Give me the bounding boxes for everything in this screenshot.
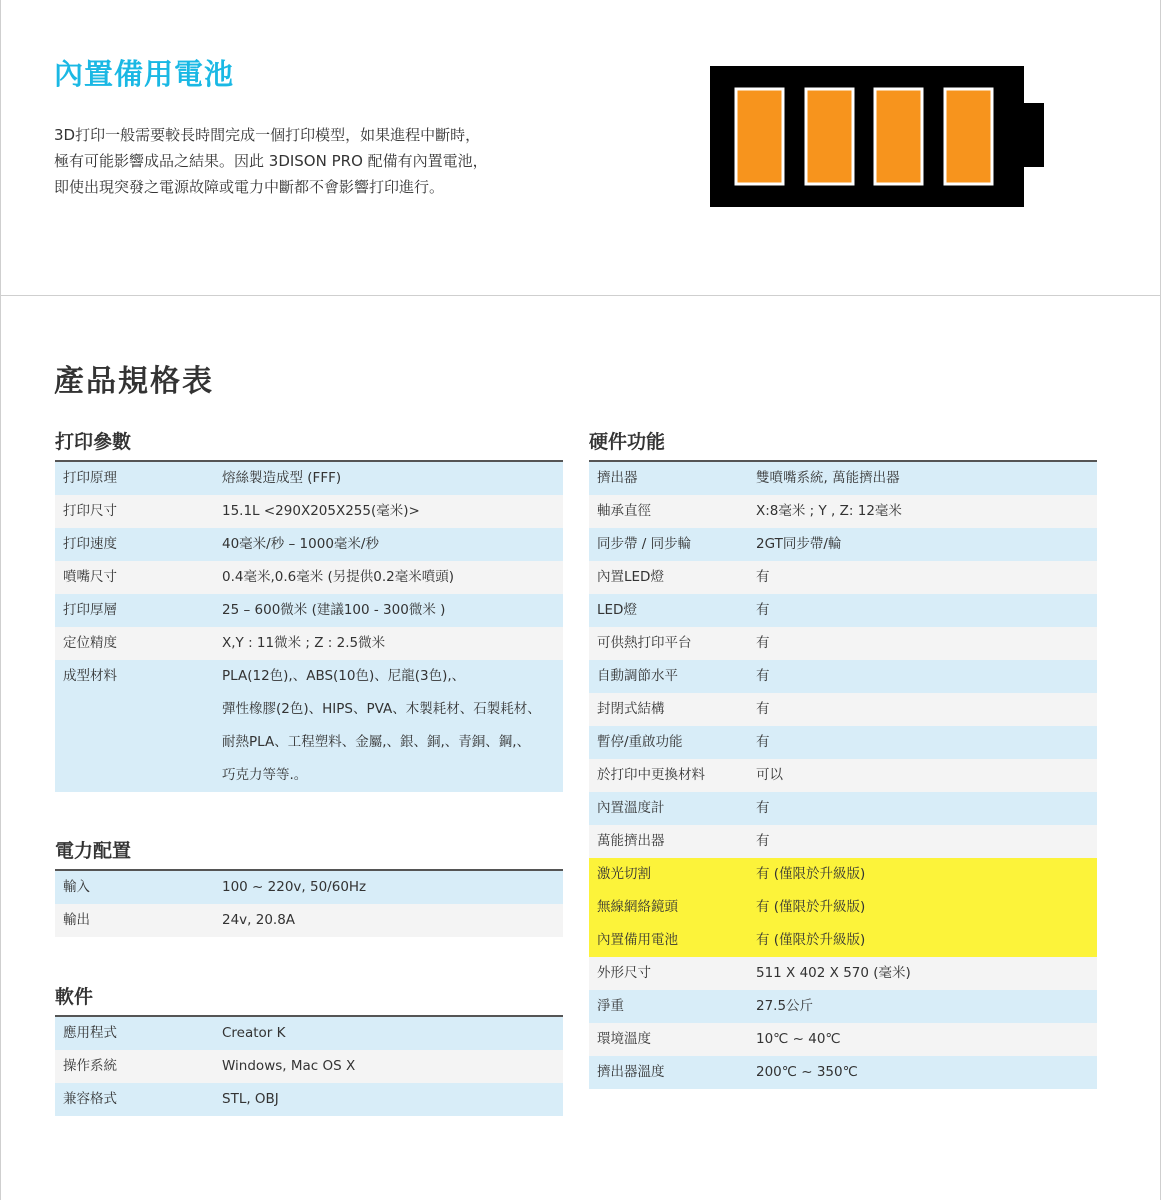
software-table [55, 979, 563, 1116]
row-label: 應用程式 [63, 1025, 117, 1041]
row-value: 24v, 20.8A [222, 912, 296, 928]
row-value: 27.5公斤 [756, 998, 814, 1014]
table-row [55, 904, 563, 937]
table-row [589, 957, 1097, 990]
row-label: 同步帶 / 同步輪 [597, 536, 692, 552]
spec-title: 產品規格表 [54, 364, 214, 399]
row-value: 有 (僅限於升級版) [756, 866, 866, 882]
table-row [589, 1056, 1097, 1089]
table-row [589, 891, 1097, 924]
spec-right-column [589, 424, 1097, 1089]
table-row [55, 561, 563, 594]
row-value: 有 [756, 569, 770, 585]
row-label: 封閉式結構 [597, 701, 665, 717]
table-row [589, 792, 1097, 825]
material-line: PLA(12色),、ABS(10色)、尼龍(3色),、 [222, 668, 466, 684]
row-label: 軸承直徑 [597, 503, 651, 519]
row-value: 40毫米/秒 – 1000毫米/秒 [222, 536, 379, 552]
row-value: 10℃ ~ 40℃ [756, 1031, 841, 1047]
battery-desc-line: 3D打印一般需要較長時間完成一個打印模型，如果進程中斷時， [54, 126, 481, 144]
table-row [589, 924, 1097, 957]
row-label: LED燈 [597, 602, 637, 618]
row-value: 25 – 600微米 (建議100 - 300微米 ) [222, 602, 446, 618]
row-label: 輸入 [63, 879, 90, 895]
table-row [589, 594, 1097, 627]
row-label: 可供熱打印平台 [597, 635, 692, 651]
row-value: 有 [756, 734, 770, 750]
table-row [589, 726, 1097, 759]
battery-icon [710, 66, 1046, 211]
power-table [55, 833, 563, 937]
hardware-table [589, 424, 1097, 1089]
table-row [55, 594, 563, 627]
row-label: 打印厚層 [63, 602, 117, 618]
row-label: 成型材料 [63, 668, 117, 684]
row-label: 無線網絡鏡頭 [597, 899, 678, 915]
table-row [589, 660, 1097, 693]
battery-description [54, 122, 594, 200]
row-value: 可以 [756, 767, 783, 783]
row-value: 有 [756, 800, 770, 816]
row-value: X:8毫米 ; Y , Z: 12毫米 [756, 503, 902, 519]
row-value: 200℃ ~ 350℃ [756, 1064, 858, 1080]
row-value: 有 [756, 635, 770, 651]
table-row [589, 627, 1097, 660]
table-row [589, 759, 1097, 792]
table-row [55, 1083, 563, 1116]
row-label: 自動調節水平 [597, 668, 678, 684]
row-value: STL, OBJ [222, 1091, 279, 1107]
table-row [589, 858, 1097, 891]
row-label: 激光切割 [597, 866, 651, 882]
table-row [55, 1050, 563, 1083]
row-value: Windows, Mac OS X [222, 1058, 356, 1074]
row-value [222, 660, 563, 792]
row-value: 100 ~ 220v, 50/60Hz [222, 879, 367, 895]
row-value: 511 X 402 X 570 (毫米) [756, 965, 911, 981]
table-row [589, 528, 1097, 561]
row-label: 內置LED燈 [597, 569, 664, 585]
print-params-table [55, 424, 563, 792]
table-row [55, 495, 563, 528]
row-label: 定位精度 [63, 635, 117, 651]
row-value: 有 [756, 602, 770, 618]
row-value: 15.1L <290X205X255(毫米)> [222, 503, 420, 519]
row-value: 有 (僅限於升級版) [756, 932, 866, 948]
material-line: 耐熱PLA、工程塑料、金屬,、銀、銅,、青銅、鋼,、 [222, 734, 531, 750]
battery-desc-line: 即使出現突發之電源故障或電力中斷都不會影響打印進行。 [54, 178, 445, 196]
row-value: X,Y : 11微米 ; Z : 2.5微米 [222, 635, 386, 651]
row-label: 輸出 [63, 912, 90, 928]
row-value: 0.4毫米,0.6毫米 (另提供0.2毫米噴頭) [222, 569, 455, 585]
battery-title: 內置備用電池 [54, 57, 235, 91]
battery-desc-line: 極有可能影響成品之結果。因此 3DISON PRO 配備有內置電池， [54, 152, 488, 170]
print-params-heading: 打印參數 [55, 424, 563, 462]
row-value: 有 [756, 833, 770, 849]
table-row [55, 528, 563, 561]
row-label: 於打印中更換材料 [597, 767, 705, 783]
row-label: 噴嘴尺寸 [63, 569, 117, 585]
material-line: 彈性橡膠(2色)、HIPS、PVA、木製耗材、石製耗材、 [222, 701, 541, 717]
row-label: 打印速度 [63, 536, 117, 552]
row-value: 2GT同步帶/輪 [756, 536, 842, 552]
software-heading: 軟件 [55, 979, 563, 1017]
row-label: 內置溫度計 [597, 800, 665, 816]
row-label: 環境溫度 [597, 1031, 651, 1047]
row-label: 外形尺寸 [597, 965, 651, 981]
power-heading: 電力配置 [55, 833, 563, 871]
material-line: 巧克力等等.。 [222, 767, 308, 783]
row-label: 萬能擠出器 [597, 833, 665, 849]
row-label: 兼容格式 [63, 1091, 117, 1107]
spec-left-column [55, 424, 563, 1116]
row-label: 內置備用電池 [597, 932, 678, 948]
table-row [589, 561, 1097, 594]
row-label: 操作系統 [63, 1058, 117, 1074]
row-value: Creator K [222, 1025, 286, 1041]
row-label: 打印原理 [63, 470, 117, 486]
table-row [589, 693, 1097, 726]
row-value: 有 [756, 668, 770, 684]
table-row [589, 462, 1097, 495]
row-value: 有 (僅限於升級版) [756, 899, 866, 915]
row-value: 熔絲製造成型 (FFF) [222, 470, 342, 486]
row-label: 打印尺寸 [63, 503, 117, 519]
row-label: 擠出器 [597, 470, 638, 486]
table-row [589, 990, 1097, 1023]
table-row [55, 871, 563, 904]
row-label: 淨重 [597, 998, 624, 1014]
row-value: 雙噴嘴系統, 萬能擠出器 [756, 470, 900, 486]
table-row [589, 825, 1097, 858]
row-label: 擠出器溫度 [597, 1064, 665, 1080]
table-row [589, 495, 1097, 528]
row-label: 暫停/重啟功能 [597, 734, 683, 750]
table-row [55, 627, 563, 660]
table-row [55, 462, 563, 495]
table-row [589, 1023, 1097, 1056]
table-row [55, 1017, 563, 1050]
table-row-material [55, 660, 563, 792]
hardware-heading: 硬件功能 [589, 424, 1097, 462]
row-value: 有 [756, 701, 770, 717]
